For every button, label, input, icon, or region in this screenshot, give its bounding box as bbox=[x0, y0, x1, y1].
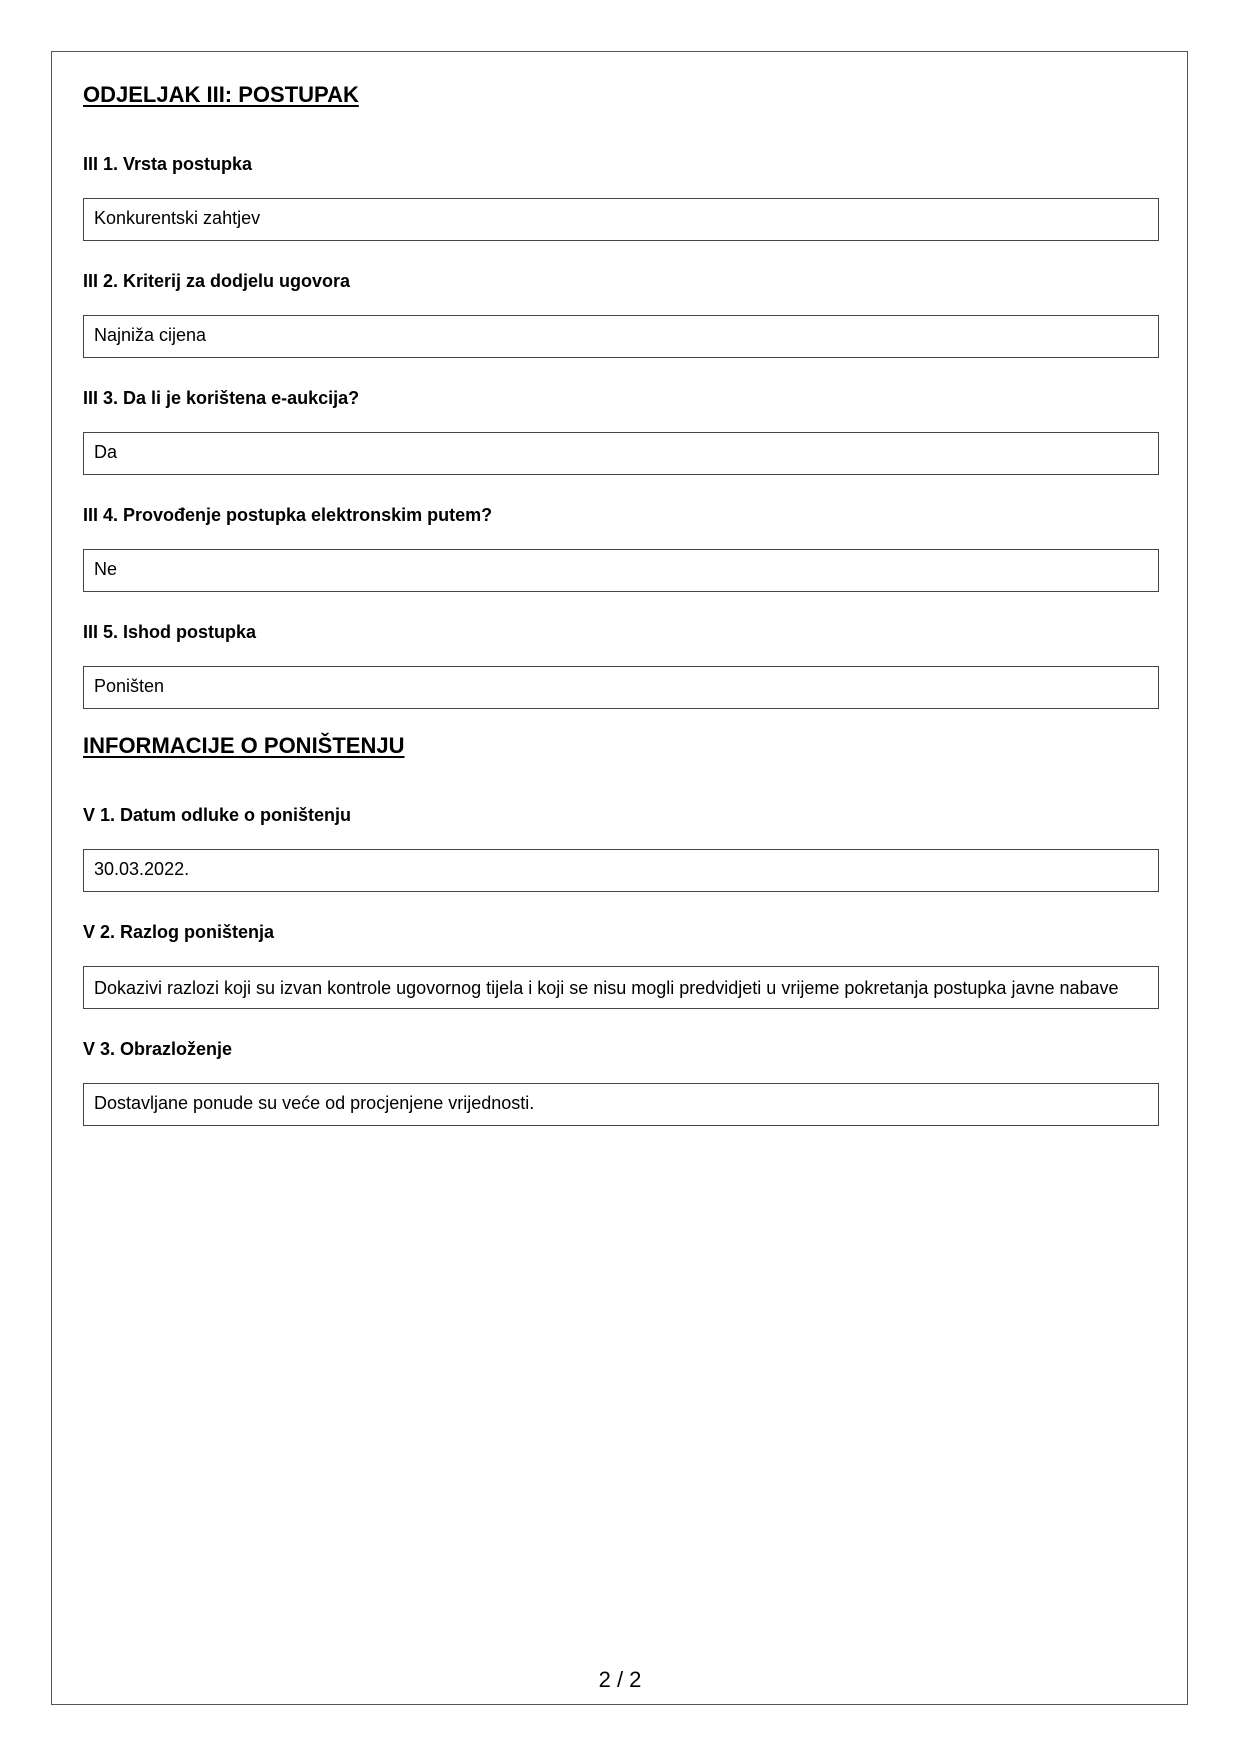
field-procedure-type bbox=[83, 152, 1159, 241]
field-value: Ne bbox=[83, 549, 1159, 592]
field-label: III 5. Ishod postupka bbox=[83, 622, 257, 642]
page-number: 2 / 2 bbox=[598, 1667, 642, 1692]
field-procedure-outcome bbox=[83, 620, 1159, 709]
field-e-auction bbox=[83, 386, 1159, 475]
section-title-cancellation: INFORMACIJE O PONIŠTENJU bbox=[83, 733, 405, 758]
document-content bbox=[83, 80, 1159, 1154]
field-value: Konkurentski zahtjev bbox=[83, 198, 1159, 241]
field-cancellation-date bbox=[83, 803, 1159, 892]
field-label: III 4. Provođenje postupka elektronskim putem? bbox=[83, 505, 493, 525]
field-value: Da bbox=[83, 432, 1159, 475]
field-label: III 3. Da li je korištena e-aukcija? bbox=[83, 388, 360, 408]
field-value: Dokazivi razlozi koji su izvan kontrole ugovornog tijela i koji se nisu mogli predvidjeti u vrijeme pokretanja postupka javne nabave bbox=[83, 966, 1159, 1009]
field-label: V 2. Razlog poništenja bbox=[83, 922, 275, 942]
field-cancellation-reason bbox=[83, 920, 1159, 1009]
field-value: Najniža cijena bbox=[83, 315, 1159, 358]
section-title-procedure: ODJELJAK III: POSTUPAK bbox=[83, 82, 359, 107]
field-value: Poništen bbox=[83, 666, 1159, 709]
field-award-criterion bbox=[83, 269, 1159, 358]
field-value: 30.03.2022. bbox=[83, 849, 1159, 892]
field-label: V 3. Obrazloženje bbox=[83, 1039, 233, 1059]
field-value: Dostavljane ponude su veće od procjenjene vrijednosti. bbox=[83, 1083, 1159, 1126]
field-justification bbox=[83, 1037, 1159, 1126]
field-label: III 2. Kriterij za dodjelu ugovora bbox=[83, 271, 351, 291]
field-electronic-procedure bbox=[83, 503, 1159, 592]
field-label: V 1. Datum odluke o poništenju bbox=[83, 805, 352, 825]
field-label: III 1. Vrsta postupka bbox=[83, 154, 253, 174]
